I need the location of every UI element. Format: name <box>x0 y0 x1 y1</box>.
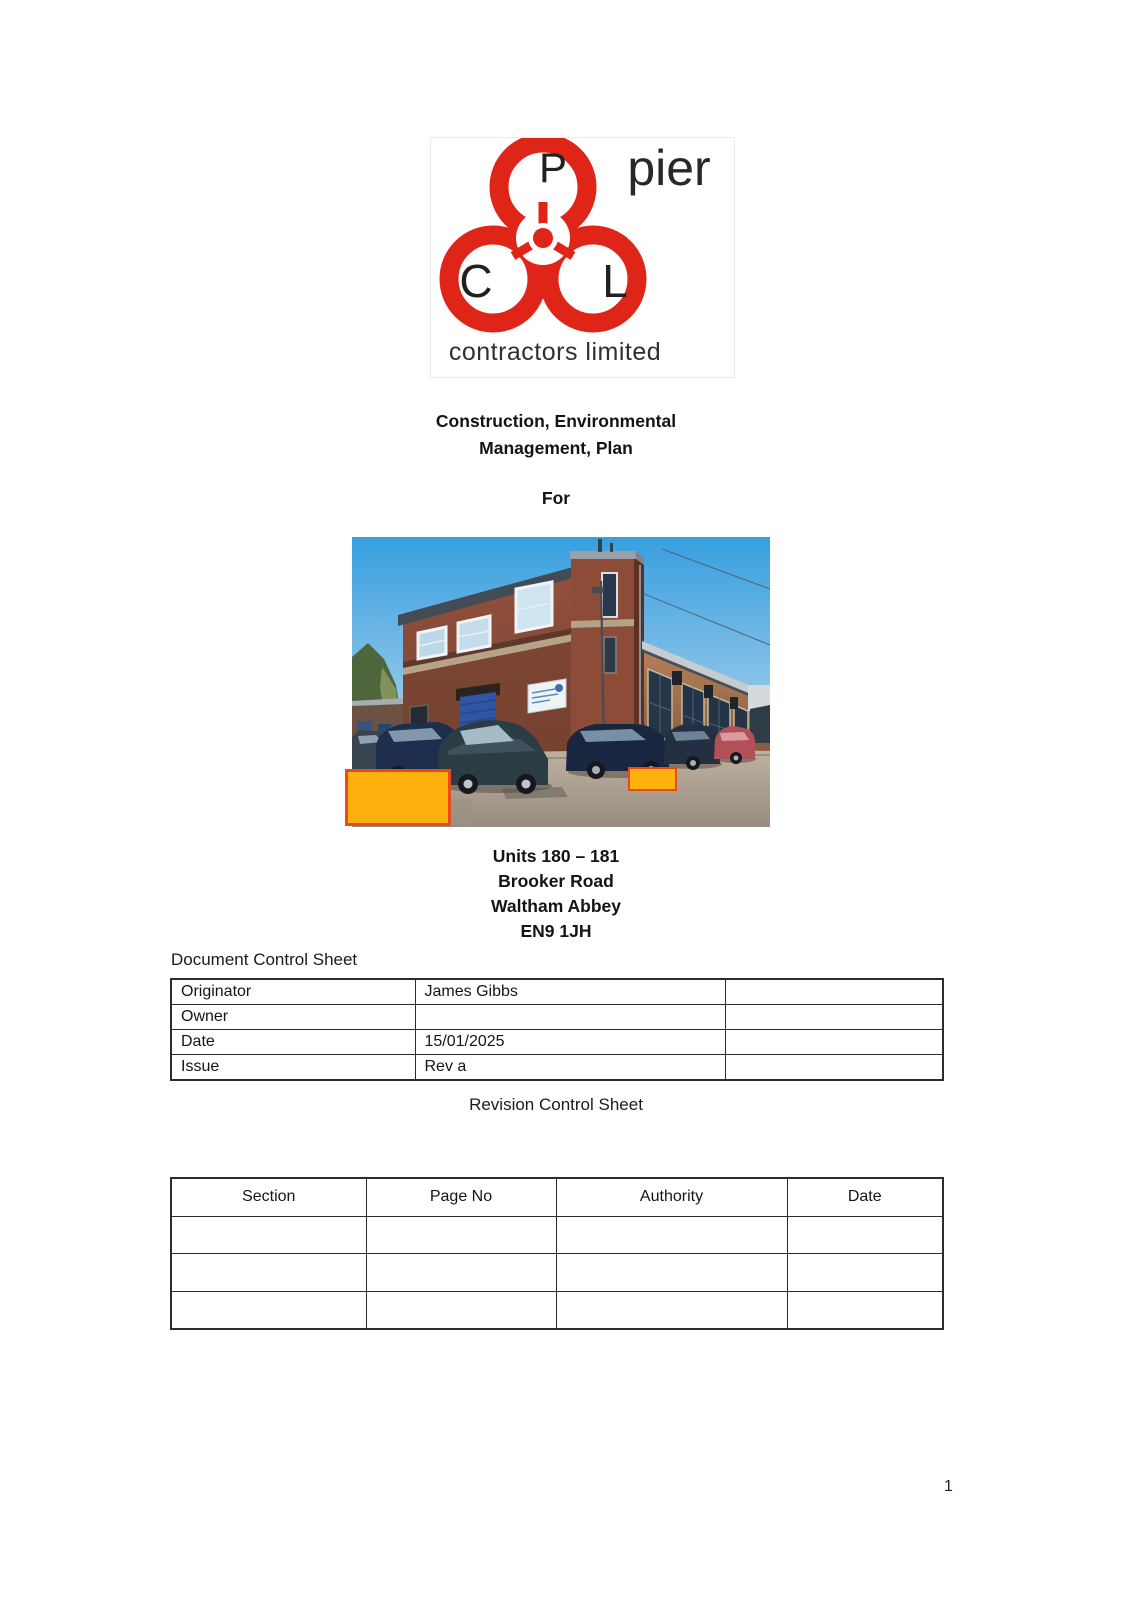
logo-letter-c: C <box>459 255 493 307</box>
table-header-row <box>171 1178 943 1216</box>
table-row <box>171 979 943 1005</box>
table-row <box>171 1030 943 1055</box>
table-row <box>171 1005 943 1030</box>
dcs-label-issue: Issue <box>171 1055 415 1081</box>
redaction-box-right <box>628 767 677 791</box>
document-control-table <box>170 978 944 1081</box>
dcs-label-owner: Owner <box>171 1005 415 1030</box>
site-photo <box>352 537 770 827</box>
site-address <box>170 844 942 944</box>
rcs-col-authority: Authority <box>556 1178 787 1216</box>
address-town: Waltham Abbey <box>491 896 621 916</box>
rcs-col-section: Section <box>171 1178 366 1216</box>
table-cell <box>725 1005 943 1030</box>
logo-tagline: contractors limited <box>448 338 662 366</box>
dcs-value-originator: James Gibbs <box>415 979 725 1005</box>
table-row <box>171 1055 943 1081</box>
table-cell <box>171 1254 366 1292</box>
logo-letter-p: P <box>538 144 568 191</box>
dcs-value-issue: Rev a <box>415 1055 725 1081</box>
page-number: 1 <box>944 1478 953 1495</box>
address-postcode: EN9 1JH <box>520 921 592 941</box>
title-line-2: Management, Plan <box>479 438 633 458</box>
dcs-label-date: Date <box>171 1030 415 1055</box>
document-control-heading: Document Control Sheet <box>171 950 358 969</box>
table-cell <box>787 1291 943 1329</box>
table-cell <box>556 1291 787 1329</box>
dcs-value-date: 15/01/2025 <box>415 1030 725 1055</box>
logo-letter-l: L <box>602 255 628 307</box>
table-cell <box>366 1291 556 1329</box>
table-cell <box>725 1030 943 1055</box>
address-road: Brooker Road <box>498 871 614 891</box>
for-label: For <box>541 488 571 508</box>
table-cell <box>556 1216 787 1254</box>
dcs-label-originator: Originator <box>171 979 415 1005</box>
dcs-value-owner <box>415 1005 725 1030</box>
table-row <box>171 1291 943 1329</box>
tower <box>570 539 644 753</box>
table-cell <box>171 1291 366 1329</box>
company-logo <box>430 137 735 378</box>
logo-brand-text: pier <box>627 140 711 196</box>
biohazard-logo-icon <box>431 138 734 377</box>
document-title <box>170 408 942 462</box>
revision-control-heading: Revision Control Sheet <box>469 1095 643 1114</box>
table-cell <box>787 1254 943 1292</box>
address-units: Units 180 – 181 <box>492 846 620 866</box>
table-cell <box>366 1216 556 1254</box>
table-cell <box>725 1055 943 1081</box>
table-cell <box>366 1254 556 1292</box>
redaction-box-left <box>345 769 451 826</box>
table-row <box>171 1254 943 1292</box>
table-cell <box>787 1216 943 1254</box>
rcs-col-pageno: Page No <box>366 1178 556 1216</box>
rcs-col-date: Date <box>787 1178 943 1216</box>
sign-board <box>528 679 566 713</box>
table-cell <box>725 979 943 1005</box>
title-line-1: Construction, Environmental <box>435 411 677 431</box>
table-cell <box>171 1216 366 1254</box>
table-cell <box>556 1254 787 1292</box>
revision-control-table <box>170 1177 944 1330</box>
table-row <box>171 1216 943 1254</box>
